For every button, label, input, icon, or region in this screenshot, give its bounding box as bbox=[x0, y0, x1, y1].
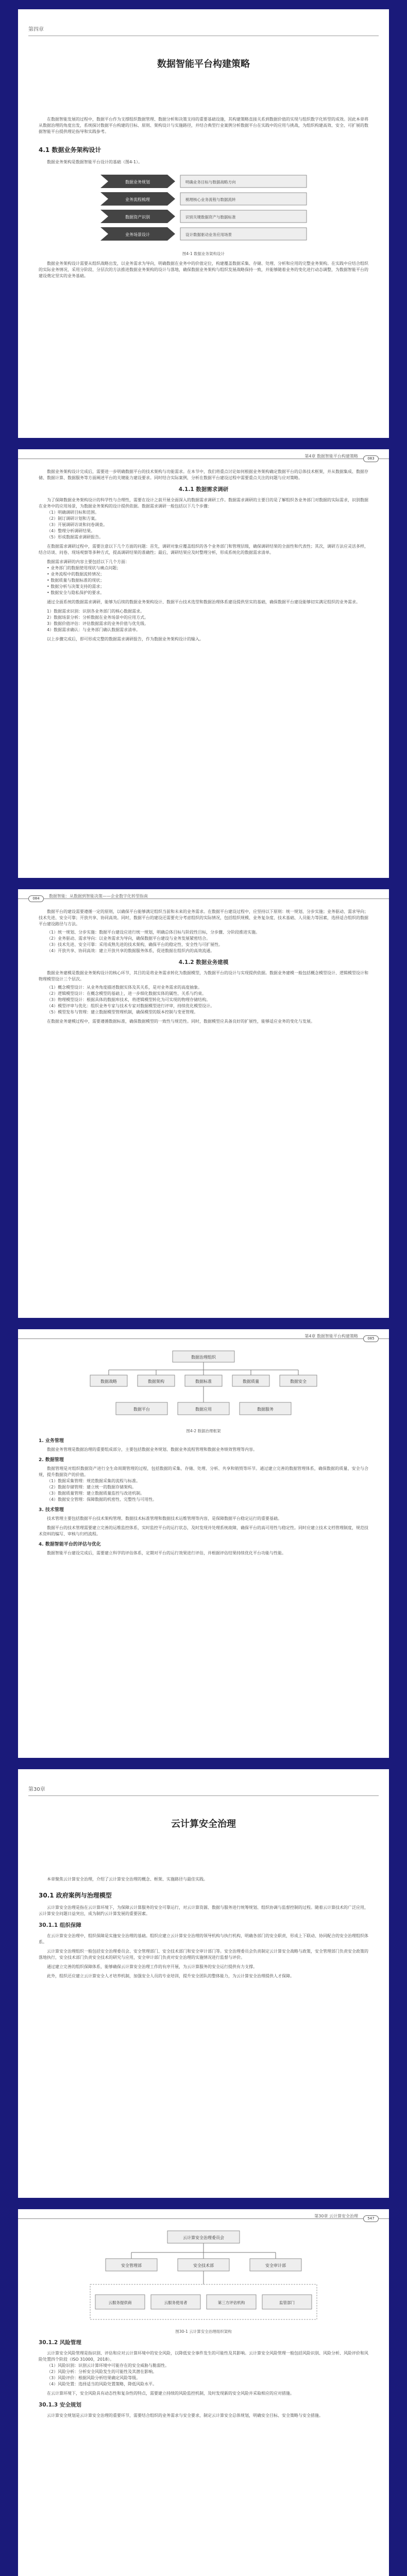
list-item: • 数据分析与决策支持的需求； bbox=[47, 584, 105, 589]
list-item: （2）逻辑模型设计：在概念模型的基础上，进一步细化数据实体的属性、关系与约束。 bbox=[47, 991, 207, 996]
domain-label: 数据架构 bbox=[148, 1379, 164, 1384]
list-item: （3）技术先进、安全可靠：采用成熟先进的技术架构，确保平台的稳定性、安全性与可扩展性。 bbox=[47, 942, 223, 947]
layer-label: 数据应用 bbox=[195, 1407, 212, 1412]
chapter-title: 数据智能平台构建策略 bbox=[157, 59, 250, 70]
stakeholder-label: 第三方评估机构 bbox=[217, 2300, 245, 2305]
chapter-divider bbox=[28, 1795, 379, 1796]
subsection-heading: 4.1.1 数据需求调研 bbox=[178, 486, 229, 493]
page-2 bbox=[18, 449, 389, 878]
paragraph: 数据业务建模是数据业务架构设计的核心环节，其目的是将业务需求转化为数据模型，为数据平台的设计与实现提供依据。数据业务建模一般包括概念模型设计、逻辑模型设计和物理模型设计三个层次。 bbox=[39, 971, 368, 981]
list-item: • 数据安全与隐私保护的要求。 bbox=[47, 590, 105, 595]
header-text: 第4章 数据智能平台构建策略 bbox=[304, 454, 358, 459]
list-item: （4）整理分析调研结果。 bbox=[47, 529, 95, 533]
page-6 bbox=[18, 2209, 389, 2576]
figure-caption: 图4-2 数据治理框架 bbox=[186, 1429, 221, 1433]
list-item: （2）数据存储管理：建立统一的数据存储架构。 bbox=[47, 1485, 137, 1489]
step-label: 数据资产识别 bbox=[125, 215, 150, 219]
subsection-heading: 30.1.2 风险管理 bbox=[39, 2340, 81, 2346]
paragraph: 此外，组织还应建立云计算安全人才培养机制，加强安全人员的专业培训，提升安全团队的整体能力，为云计算安全治理提供人才保障。 bbox=[47, 1974, 294, 1978]
dept-label: 安全管理部 bbox=[121, 2263, 142, 2268]
dept-label: 安全技术部 bbox=[193, 2263, 214, 2268]
stakeholder-label: 云服务提供商 bbox=[108, 2300, 132, 2305]
section-heading: 4. 数据智能平台的评估与优化 bbox=[39, 1542, 101, 1547]
paragraph: 在数据需求调研过程中，需要注意以下几个方面的问题：首先，调研对象应覆盖组织的各个业务部门和管理层级，确保调研结果的全面性和代表性；其次，调研方法应灵活多样，结合访谈、问卷、现场观察等多种方式，提高调研结果的准确性；最后，调研结果应及时整理分析，形成系统化的数据需求清单。 bbox=[39, 544, 368, 555]
section-heading: 2. 数据管理 bbox=[39, 1458, 64, 1463]
page-header bbox=[18, 2209, 389, 2223]
org-label: 数据治理组织 bbox=[191, 1355, 216, 1360]
dept-label: 安全审计部 bbox=[265, 2263, 286, 2268]
header-text: 数据智能：从数据到智能决策——企业数字化转型指南 bbox=[49, 894, 148, 899]
list-item: （3）开展调研访谈和问卷调查。 bbox=[47, 522, 108, 527]
list-item: （4）开放共享、协同高效：建立开放共享的数据服务体系，促进数据在组织内的高效流通。 bbox=[47, 948, 215, 953]
paragraph: 数据平台的技术管理需要建立完善的运维监控体系，实时监控平台的运行状态，及时发现并处理系统故障，确保平台的高可用性与稳定性。同时应建立技术文档管理制度，规范技术资料的编写、审核与归档流程。 bbox=[39, 1526, 368, 1536]
paragraph: 数据业务架构是数据智能平台设计的基础（图4-1）。 bbox=[47, 160, 143, 164]
list-item: • 数据质量与数据标准的现状； bbox=[47, 578, 105, 583]
step-desc: 梳理核心业务流程与数据流转 bbox=[185, 197, 236, 202]
stakeholder-label: 监管部门 bbox=[279, 2300, 295, 2305]
chapter-number: 第30章 bbox=[28, 1787, 45, 1792]
paragraph: 技术管理主要包括数据平台技术架构管理、数据技术标准管理和数据技术运维管理等内容，是保障数据平台稳定运行的重要基础。 bbox=[47, 1516, 282, 1521]
step-label: 业务场景设计 bbox=[125, 232, 150, 237]
list-item: （5）模型发布与管理：建立数据模型管理机制，确保模型的版本控制与变更管理。 bbox=[47, 1010, 198, 1014]
step-label: 业务流程梳理 bbox=[125, 197, 150, 202]
paragraph: 数据管理是对组织数据资产进行全生命周期管理的过程，包括数据的采集、存储、处理、分析、共享和销毁等环节。通过建立完善的数据管理体系，确保数据的质量、安全与合规，提升数据资产的价值。 bbox=[39, 1466, 368, 1477]
page-5 bbox=[18, 1769, 389, 2198]
domain-label: 数据战略 bbox=[100, 1379, 117, 1384]
paragraph: 在云计算环境下，安全风险具有动态性和复杂性的特点，需要建立持续的风险监控机制，及时发现新的安全风险并采取相应的应对措施。 bbox=[47, 2391, 294, 2396]
paragraph: 云计算安全治理组织一般包括安全治理委员会、安全管理部门、安全技术部门和安全审计部门等。安全治理委员会负责制定云计算安全战略与政策，安全管理部门负责安全政策的落地执行，安全技术部门负责安全技术的研究与应用，安全审计部门负责对安全治理的实施情况进行监督与评价。 bbox=[39, 1949, 368, 1960]
paragraph: 以上步骤完成后，即可形成完整的数据需求调研报告，作为数据业务架构设计的输入。 bbox=[47, 637, 204, 641]
paragraph: 在云计算安全治理中，组织保障是实施安全治理的基础。组织应建立云计算安全治理的领导机构与执行机构，明确各部门的安全职责，形成上下联动、协同配合的安全治理组织体系。 bbox=[39, 1934, 368, 1944]
paragraph: 数据业务管理是数据治理的重要组成部分，主要包括数据业务规划、数据业务流程管理和数据业务绩效管理等内容。 bbox=[47, 1447, 257, 1452]
list-item: （3）风险评价：根据风险分析结果确定风险等级。 bbox=[47, 2376, 141, 2380]
list-item: （5）形成数据需求调研报告。 bbox=[47, 535, 104, 539]
layer-label: 数据平台 bbox=[133, 1407, 150, 1412]
paragraph: 通过全面系统的数据需求调研，能够为后续的数据业务架构设计、数据平台技术选型和数据治理体系建设提供坚实的基础，确保数据平台建设能够切实满足组织的业务需求。 bbox=[47, 600, 360, 604]
page-number: 084 bbox=[28, 895, 44, 902]
paragraph: 数据智能平台建设完成后，需要建立科学的评估体系，定期对平台的运行效果进行评估，并根据评估结果持续优化平台功能与性能。 bbox=[47, 1551, 286, 1555]
step-desc: 设计数据驱动业务应用场景 bbox=[185, 232, 232, 237]
paragraph: 数据平台的建设需要遵循一定的原则，以确保平台能够满足组织当前和未来的业务需求。在数据平台建设过程中，应坚持以下原则：统一规划、分步实施；业务驱动、需求导向；技术先进、安全可靠；开放共享、协同高效。同时，数据平台的建设还需要充分考虑组织的实际情况，包括组织规模、业务复杂度、技术基础、人员能力等因素，选择适合组织的数据平台建设路径与方法。 bbox=[39, 909, 368, 926]
chapter-title: 云计算安全治理 bbox=[171, 1819, 236, 1829]
list-item: （1）统一规划、分步实施：数据平台建设应进行统一规划，明确总体目标与阶段性目标，分步骤、分阶段推进实施。 bbox=[47, 930, 260, 935]
stakeholder-label: 云服务使用者 bbox=[164, 2300, 188, 2305]
page-4 bbox=[18, 1329, 389, 1758]
list-item: （2）风险分析：分析安全风险发生的可能性及其潜在影响。 bbox=[47, 2369, 157, 2374]
page-header bbox=[18, 889, 389, 903]
committee-label: 云计算安全治理委员会 bbox=[183, 2235, 224, 2240]
paragraph: 云计算安全规划是云计算安全治理的重要环节，需要结合组织的业务需求与安全要求，制定云计算安全总体规划，明确安全目标、安全策略与安全措施。 bbox=[47, 2413, 323, 2418]
step-label: 数据业务规划 bbox=[125, 180, 150, 184]
list-item: （1）概念模型设计：从业务角度描述数据实体及其关系，是对业务需求的高度抽象。 bbox=[47, 985, 202, 990]
figure-caption: 图4-1 数据业务架构设计 bbox=[182, 251, 225, 256]
step-desc: 明确业务目标与数据战略方向 bbox=[185, 180, 236, 184]
header-text: 第30章 云计算安全治理 bbox=[314, 2214, 358, 2218]
list-item: • 业务流程中的数据流转情况； bbox=[47, 572, 105, 577]
page-header bbox=[18, 1329, 389, 1343]
list-item: 4）数据需求确认：与业务部门确认数据需求清单。 bbox=[47, 628, 141, 632]
list-item: （4）模型评审与优化：组织业务专家与技术专家对数据模型进行评审，持续优化模型设计。 bbox=[47, 1004, 215, 1008]
page-3 bbox=[18, 889, 389, 1318]
domain-label: 数据标准 bbox=[195, 1379, 212, 1384]
section-heading: 30.1 政府案例与治理模型 bbox=[39, 1892, 112, 1899]
figure-4-2 bbox=[85, 1347, 322, 1424]
list-item: （2）制订调研计划和方案。 bbox=[47, 516, 99, 521]
subsection-heading: 30.1.3 安全规划 bbox=[39, 2402, 81, 2408]
list-item: 1）数据需求识别：识别各业务部门的核心数据需求。 bbox=[47, 609, 145, 614]
list-item: 2）数据场景分析：分析数据在业务场景中的应用方式。 bbox=[47, 615, 149, 620]
list-item: • 业务部门的数据使用现状与痛点问题； bbox=[47, 566, 121, 570]
paragraph: 在数据智能发展的过程中，数据平台作为支撑组织数据管理、数据分析和决策支持的重要基础设施，其构建策略直接关系到数据价值的实现与组织数字化转型的成效。因此本章将从数据治理的角度出发，系统探讨数据平台构建的目标、原则、架构设计与实施路径，并结合典型行业案例分析数据平台在实践中的应用与挑战，为组织构建高效、安全、可扩展的数据智能平台提供理论指导和实践参考。 bbox=[39, 117, 368, 134]
paragraph: 本章聚焦云计算安全治理，介绍了云计算安全治理的概念、框架、实施路径与最佳实践。 bbox=[47, 1877, 208, 1882]
paragraph: 通过建立完善的组织保障体系，能够确保云计算安全治理工作的有序开展，为云计算服务的安全运行提供有力支撑。 bbox=[47, 1964, 257, 1969]
page-header bbox=[18, 449, 389, 463]
section-heading: 4.1 数据业务架构设计 bbox=[39, 146, 101, 154]
paragraph: 数据业务架构设计完成后，需要进一步明确数据平台的技术架构与功能需求。在本节中，我们将重点讨论如何根据业务架构确定数据平台的总体技术框架，并从数据集成、数据存储、数据计算、数据服务等方面阐述平台的关键能力建设要求。同时结合实际案例，分析在数据平台建设过程中需要重点关注的问题与应对策略。 bbox=[39, 469, 368, 480]
page-number: 085 bbox=[363, 1335, 379, 1342]
subsection-heading: 30.1.1 组织保障 bbox=[39, 1922, 81, 1928]
list-item: （1）明确调研目标和范围。 bbox=[47, 510, 99, 515]
list-item: （1）风险识别：识别云计算环境中可能存在的安全威胁与脆弱性。 bbox=[47, 2363, 169, 2368]
section-heading: 3. 技术管理 bbox=[39, 1507, 64, 1513]
paragraph: 云计算安全风险管理是指识别、评估和应对云计算环境中的安全风险，以降低安全事件发生的可能性及其影响。云计算安全风险管理一般包括风险识别、风险分析、风险评价和风险处置四个阶段（ISO 31000，2018）。 bbox=[39, 2351, 368, 2362]
figure-30-1 bbox=[80, 2227, 327, 2325]
layer-label: 数据服务 bbox=[257, 1407, 274, 1412]
page-number: 083 bbox=[363, 455, 379, 462]
paragraph: 在数据业务建模过程中，需要遵循数据标准，确保数据模型的一致性与规范性。同时，数据模型应具备良好的扩展性，能够适应业务的变化与发展。 bbox=[47, 1019, 315, 1024]
domain-label: 数据质量 bbox=[243, 1379, 259, 1384]
list-item: （3）物理模型设计：根据具体的数据库技术，将逻辑模型转化为可实现的物理存储结构。 bbox=[47, 997, 211, 1002]
chapter-number: 第四章 bbox=[28, 27, 44, 32]
paragraph: 云计算安全治理是指在云计算环境下，为保障云计算服务的安全可靠运行，对云计算资源、数据与服务进行统筹规划、组织协调与监督控制的过程。随着云计算技术的广泛应用，云计算安全问题日益突出，成为制约云计算发展的重要因素。 bbox=[39, 1905, 368, 1916]
figure-4-1 bbox=[90, 170, 317, 247]
paragraph: 数据业务架构设计需要从组织战略出发，以业务需求为导向，明确数据在业务中的价值定位，构建覆盖数据采集、存储、处理、分析和应用的完整业务架构。在实践中应结合组织的实际业务情况，采用分阶段、分层次的方法推进数据业务架构的设计与落地，确保数据业务架构与组织发展战略保持一致，并能够随着业务的变化进行动态调整，为数据智能平台的建设奠定坚实的业务基础。 bbox=[39, 261, 368, 278]
step-desc: 识别关键数据资产与数据标准 bbox=[185, 215, 236, 219]
paragraph: 为了保障数据业务架构设计的科学性与合理性，需要在设计之前开展全面深入的数据需求调研工作。数据需求调研的主要目的是了解组织各业务部门对数据的实际需求，识别数据在业务中的应用场景，为数据业务架构的设计提供依据。数据需求调研一般包括以下几个步骤： bbox=[39, 498, 368, 509]
domain-label: 数据安全 bbox=[290, 1379, 307, 1384]
list-item: 3）数据价值评估：评估数据需求的业务价值与优先级。 bbox=[47, 621, 149, 626]
subsection-heading: 4.1.2 数据业务建模 bbox=[178, 959, 229, 965]
figure-caption: 图30-1 云计算安全治理组织架构 bbox=[175, 2329, 232, 2334]
page-1 bbox=[18, 9, 389, 438]
list-item: （1）数据采集管理：规范数据采集的流程与标准。 bbox=[47, 1479, 141, 1483]
list-item: （4）数据安全管理：保障数据的机密性、完整性与可用性。 bbox=[47, 1497, 157, 1502]
section-heading: 1. 业务管理 bbox=[39, 1438, 64, 1444]
header-text: 第4章 数据智能平台构建策略 bbox=[304, 1334, 358, 1338]
paragraph: 数据需求调研的内容主要包括以下几个方面： bbox=[47, 560, 129, 564]
page-number: 547 bbox=[363, 2215, 379, 2222]
list-item: （4）风险处置：选择适当的风险处置策略，降低风险水平。 bbox=[47, 2382, 157, 2386]
list-item: （3）数据质量管理：建立数据质量监控与改进机制。 bbox=[47, 1491, 145, 1496]
list-item: （2）业务驱动、需求导向：以业务需求为导向，确保数据平台建设与业务发展紧密结合。 bbox=[47, 936, 211, 941]
